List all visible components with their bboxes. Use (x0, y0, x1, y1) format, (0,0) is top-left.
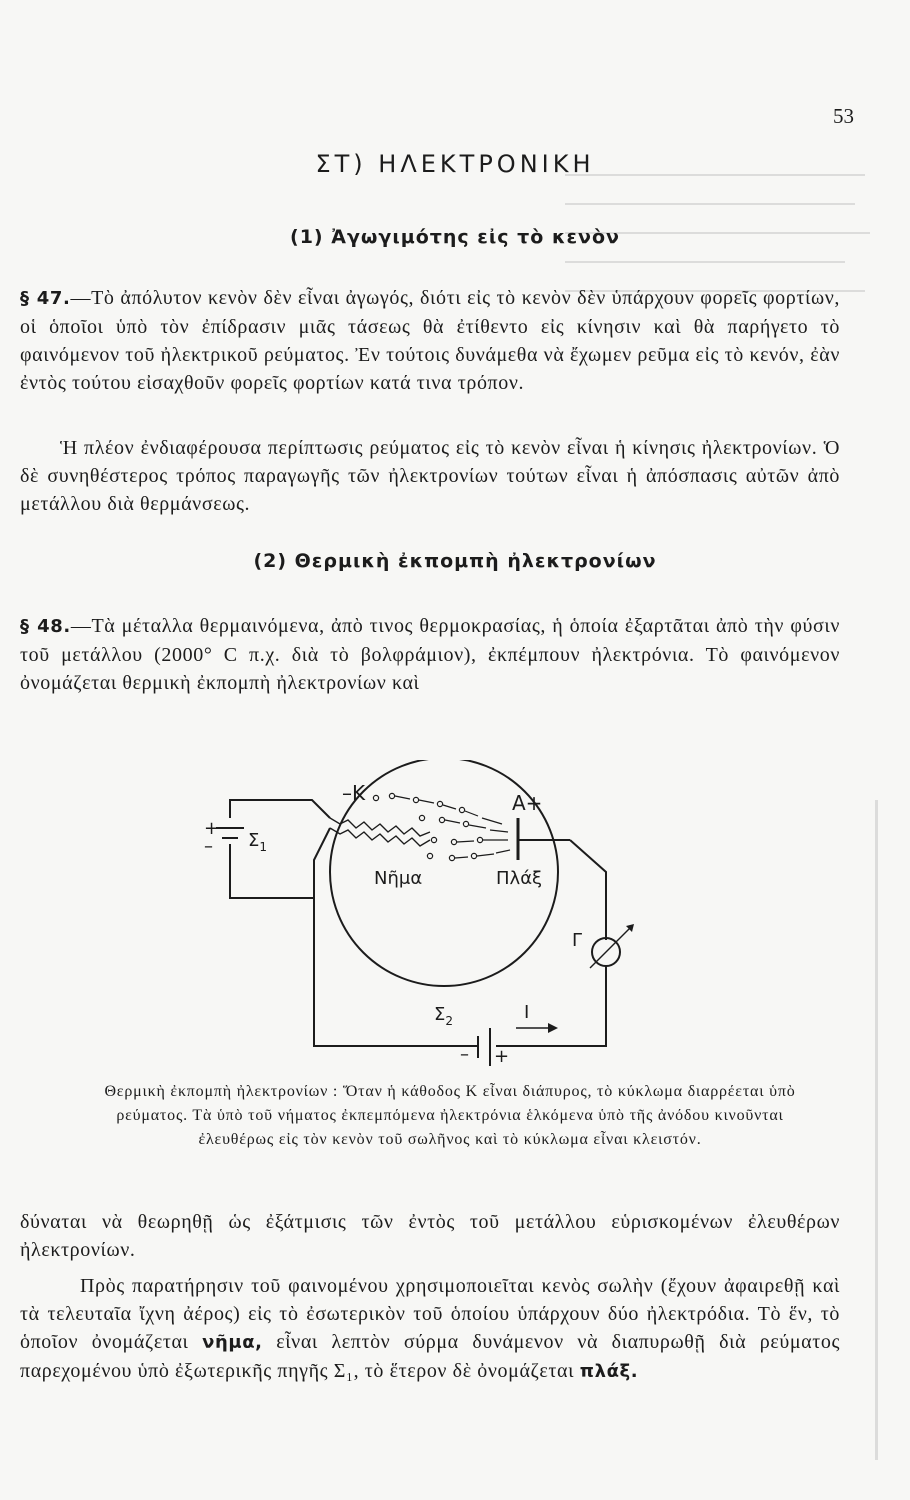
paragraph-47 (20, 284, 840, 397)
paragraph-48 (20, 612, 840, 697)
wire-filament-top (230, 800, 330, 818)
label-gamma: Γ (572, 930, 583, 951)
label-plate: Πλάξ (496, 868, 543, 889)
paragraph-48-text: —Τὰ μέταλλα θερμαινόμενα, ἀπὸ τινος θερμοκρασίας, ἡ ὁποία ἐξαρτᾶται ἀπὸ τὴν φύσιν τοῦ μετάλλου (2000° C π.χ. διὰ τὸ βολφράμιον), ἐκπέμπουν ἠλεκτρόνια. Τὸ φαινόμενον ὀνομάζεται θερμικὴ ἐκπομπὴ ἠλεκτρονίων καὶ (20, 615, 840, 694)
paragraph-mark-48: § 48. (20, 616, 71, 637)
label-anode: A+ (512, 791, 543, 815)
wire-anode-outer (570, 840, 606, 940)
galvanometer-needle (590, 928, 630, 968)
page-number: 53 (833, 104, 854, 128)
section-title-2: (2) Θερμικὴ ἐκπομπὴ ἠλεκτρονίων (253, 550, 657, 572)
chapter-title: ΣΤ) ΗΛΕΚΤΡΟΝΙΚΗ (315, 150, 595, 178)
paragraph-continuation: δύναται νὰ θεωρηθῇ ὡς ἐξάτμισις τῶν ἐντὸς τοῦ μετάλλου εὑρισκομένων ἐλευθέρων ἠλεκτρονίων. (20, 1211, 840, 1261)
section-title-1: (1) Ἀγωγιμότης εἰς τὸ κενὸν (290, 226, 620, 248)
label-sigma2: $\Sigma_2$ (434, 1004, 454, 1028)
label-plus-s2: + (494, 1046, 510, 1067)
label-plus-s1: + (204, 818, 220, 839)
figure-caption: Θερμικὴ ἐκπομπὴ ἠλεκτρονίων : Ὅταν ἡ κάθοδος K εἶναι διάπυρος, τὸ κύκλωμα διαρρέεται ὑπὸ ρεύματος. Τὰ ὑπὸ τοῦ νήματος ἐκπεμπόμενα ἠλεκτρόνια ἑλκόμενα ὑπὸ τῆς ἀνόδου κινοῦνται ἐλευθέρως εἰς τὸν κενὸν τοῦ σωλῆνος καὶ τὸ κύκλωμα εἶναι κλειστόν. (104, 1083, 796, 1148)
show-through-right (855, 800, 910, 1500)
label-sigma1: $\Sigma_1$ (248, 830, 268, 854)
label-minus-s1: – (204, 836, 213, 857)
figure-diode-circuit (190, 760, 670, 1080)
wire-return (496, 966, 606, 1046)
electron-stream-3 (431, 837, 508, 844)
wire-filament-bottom (230, 828, 330, 898)
label-filament: Νῆμα (374, 868, 423, 889)
paragraph-electrodes-text-b: εἶναι λεπτὸν σύρμα δυνάμενον νὰ διαπυρωθῇ διὰ ρεύματος παρεχομένου ὑπὸ ἐξωτερικῆς πηγῆς Σ₁, τὸ ἕτερον δὲ ὀνομάζεται (20, 1331, 840, 1382)
paragraph-electrodes-text-a: Πρὸς παρατήρησιν τοῦ φαινομένου χρησιμοποιεῖται κενὸς σωλὴν (ἔχουν ἀφαιρεθῇ καὶ τὰ τελευταῖα ἴχνη ἀέρος) εἰς τὸ ἐσωτερικὸν τοῦ ὁποίου ὑπάρχουν δύο ἠλεκτρόδια. Τὸ ἕν, τὸ ὁποῖον ὀνομάζεται (20, 1275, 840, 1353)
wire-cathode-return (314, 898, 478, 1046)
paragraph-47-text: —Τὸ ἀπόλυτον κενὸν δὲν εἶναι ἀγωγός, διότι εἰς τὸ κενὸν δὲν ὑπάρχουν φορεῖς φορτίων, οἱ ὁποῖοι ὑπὸ τὸν ἐπίδρασιν μιᾶς τάσεως θὰ ἐτίθεντο εἰς κίνησιν καὶ θὰ παρήγετο τὸ φαινόμενον τοῦ ἠλεκτρικοῦ ρεύματος. Ἐν τούτοις δυνάμεθα νὰ ἔχωμεν ρεῦμα εἰς τὸ κενόν, ἐὰν ἐντὸς τούτου εἰσαχθοῦν φορεῖς φορτίων κατά τινα τρόπον. (20, 287, 840, 394)
electron-stream-1 (373, 793, 502, 824)
term-plax: πλάξ. (579, 1361, 639, 1382)
electron-stream-2 (419, 815, 508, 832)
paragraph-mark-47: § 47. (20, 288, 71, 309)
paragraph-47b: Ἡ πλέον ἐνδιαφέρουσα περίπτωσις ρεύματος εἰς τὸ κενὸν εἶναι ἡ κίνησις ἠλεκτρονίων. Ὁ δὲ συνηθέστερος τρόπος παραγωγῆς τῶν ἠλεκτρονίων τούτων εἶναι ἡ ἀπόσπασις αὐτῶν ἀπὸ μετάλλου διὰ θερμάνσεως. (20, 437, 840, 515)
term-nima: νῆμα, (202, 1332, 263, 1353)
label-cathode: –K (342, 781, 366, 805)
electron-stream-4 (427, 850, 510, 861)
label-minus-s2: – (460, 1044, 469, 1065)
paragraph-electrodes (20, 1272, 840, 1386)
label-current: I (524, 1002, 530, 1023)
